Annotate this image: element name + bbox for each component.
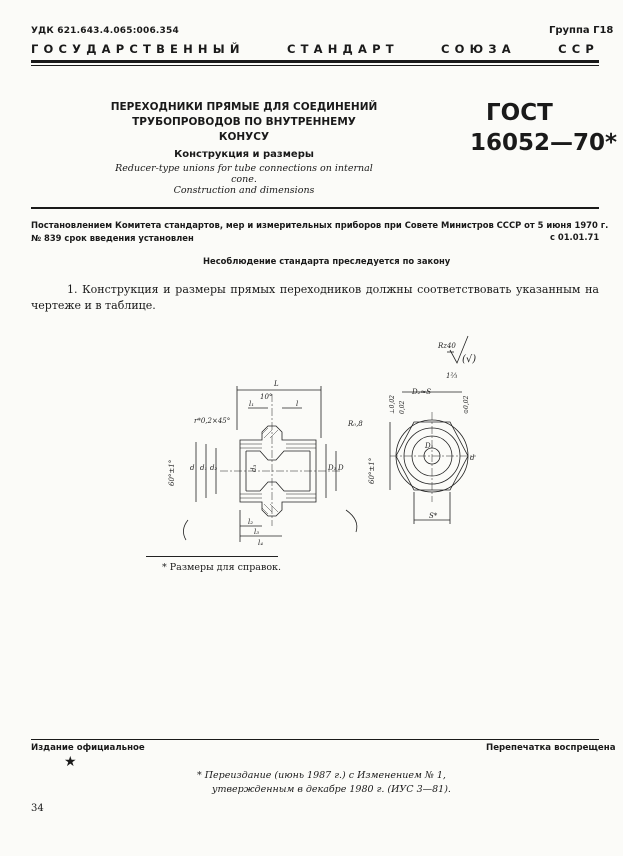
official-edition: Издание официальное bbox=[31, 743, 145, 753]
section-rule bbox=[31, 207, 599, 209]
dim-d3: d₃ bbox=[250, 464, 258, 472]
roughness-label: Rz40 bbox=[438, 342, 456, 350]
title-line: ПЕРЕХОДНИКИ ПРЯМЫЕ ДЛЯ СОЕДИНЕНИЙ bbox=[110, 101, 378, 113]
dim-l: l bbox=[296, 400, 299, 408]
english-title: Reducer-type unions for tube connections on internal cone. bbox=[115, 163, 373, 185]
angle-60-right: 60°±1° bbox=[368, 457, 376, 484]
tolerance-2: 0,02 bbox=[399, 400, 406, 414]
banner-word: ГОСУДАРСТВЕННЫЙ bbox=[31, 42, 245, 56]
dim-l3: l₃ bbox=[254, 528, 260, 536]
angle-60-left: 60°±1° bbox=[168, 459, 176, 486]
dim-S: S* bbox=[429, 512, 438, 520]
roughness-paren: (√) bbox=[462, 354, 477, 365]
decree-text: № 839 срок введения установлен bbox=[31, 233, 194, 243]
section-mark: 1⅔ bbox=[446, 372, 458, 380]
header-rule-thin bbox=[31, 65, 599, 66]
banner-word: СОЮЗА bbox=[441, 42, 516, 56]
subtitle: Конструкция и размеры bbox=[174, 149, 314, 160]
reprint-prohibited: Перепечатка воспрещена bbox=[486, 743, 616, 753]
state-standard-banner bbox=[31, 42, 599, 56]
decree-text: Постановлением Комитета стандартов, мер и измерительных приборов при Совете Министров СССР от 5 июня 1970 г. bbox=[31, 220, 609, 230]
front-view bbox=[389, 372, 476, 524]
dim-L: L bbox=[274, 380, 279, 388]
technical-drawing bbox=[150, 330, 490, 552]
dim-D2-S: D₂≈S bbox=[412, 388, 432, 396]
footnote: * Размеры для справок. bbox=[162, 562, 282, 573]
dim-d2: d₂ bbox=[210, 464, 218, 472]
dim-d-front: d bbox=[470, 454, 475, 462]
dim-d1: d₁ bbox=[200, 464, 208, 472]
footer-rule bbox=[31, 739, 599, 740]
page-number: 34 bbox=[31, 803, 44, 814]
tolerance-1: ⊥0,02 bbox=[389, 394, 396, 414]
tolerance-3: ⊙0,02 bbox=[463, 395, 470, 414]
udk-code: УДК 621.643.4.065:006.354 bbox=[31, 26, 179, 36]
side-view bbox=[168, 380, 376, 547]
group-code: Группа Г18 bbox=[549, 25, 614, 36]
star-icon: ★ bbox=[64, 754, 77, 770]
footnote-rule bbox=[146, 556, 278, 557]
gost-label: ГОСТ bbox=[486, 100, 553, 126]
dim-D: D bbox=[338, 464, 344, 472]
dim-d: d bbox=[190, 464, 195, 472]
dim-l2: l₂ bbox=[248, 518, 254, 526]
gost-number: 16052—70* bbox=[470, 130, 618, 156]
reissue-note: * Переиздание (июнь 1987 г.) с Изменением № 1, bbox=[197, 770, 446, 781]
radius-label: R₀,8 bbox=[348, 420, 363, 428]
banner-word: СТАНДАРТ bbox=[286, 42, 399, 56]
english-subtitle: Construction and dimensions bbox=[173, 185, 315, 196]
banner-word: ССР bbox=[558, 42, 599, 56]
chamfer-label: r*0,2×45° bbox=[194, 417, 231, 425]
dim-D1: D₁ bbox=[328, 464, 337, 472]
angle-10: 10° bbox=[260, 393, 273, 401]
decree-date: с 01.01.71 bbox=[550, 232, 600, 242]
noncompliance-notice: Несоблюдение стандарта преследуется по закону bbox=[203, 256, 451, 266]
dim-l4: l₄ bbox=[258, 539, 264, 547]
roughness-symbol bbox=[437, 336, 476, 365]
title-block bbox=[106, 100, 382, 196]
reissue-note: утвержденным в декабре 1980 г. (ИУС 3—81). bbox=[212, 784, 451, 795]
dim-D1-front: D₁ bbox=[425, 442, 434, 450]
header-rule-thick bbox=[31, 60, 599, 63]
title-line: ТРУБОПРОВОДОВ ПО ВНУТРЕННЕМУ КОНУСУ bbox=[132, 116, 356, 143]
body-paragraph: 1. Конструкция и размеры прямых переходников должны соответствовать указанным на чертеже и в таблице. bbox=[31, 283, 599, 312]
dim-l1: l₁ bbox=[249, 400, 255, 408]
